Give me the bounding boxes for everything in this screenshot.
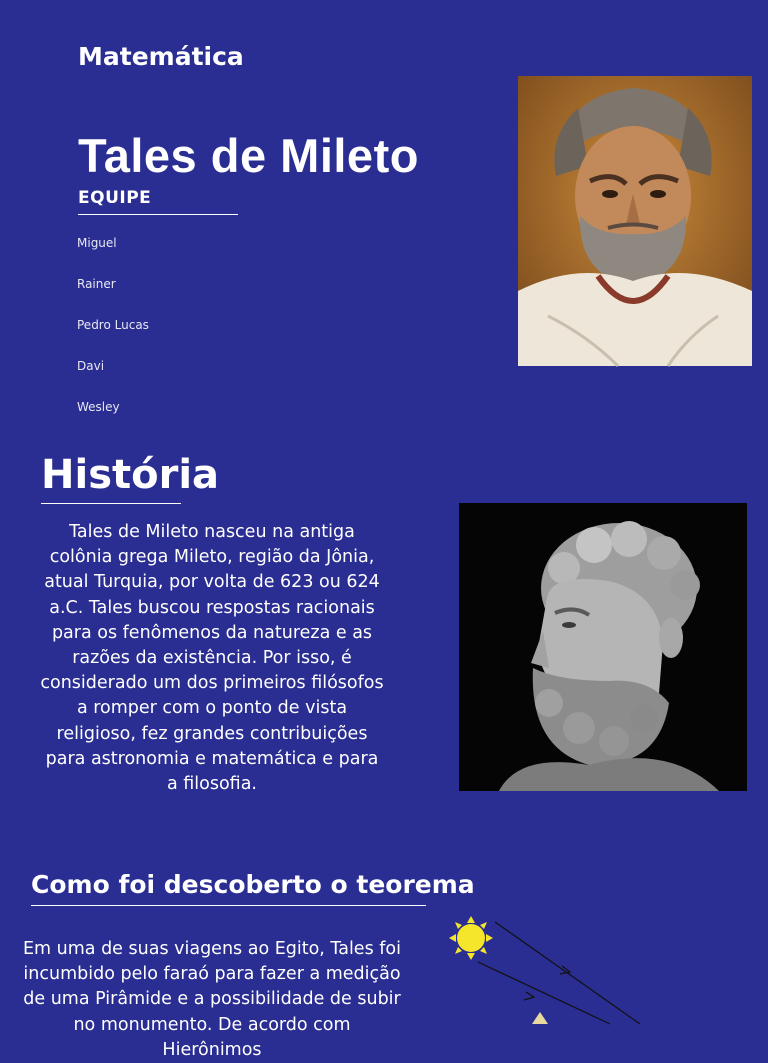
- history-underline: [41, 503, 181, 504]
- thales-painting: [518, 76, 752, 366]
- team-member: Miguel: [77, 236, 117, 250]
- subject-heading: Matemática: [78, 42, 244, 71]
- team-member: Wesley: [77, 400, 120, 414]
- history-heading: História: [41, 452, 220, 498]
- theorem-diagram: [440, 912, 768, 1024]
- page-title: Tales de Mileto: [78, 129, 419, 182]
- thales-bust-photo: [459, 503, 747, 791]
- theorem-underline: [31, 905, 426, 906]
- theorem-heading: Como foi descoberto o teorema: [31, 870, 475, 899]
- sun-icon: [449, 916, 493, 960]
- team-member: Pedro Lucas: [77, 318, 149, 332]
- team-label: EQUIPE: [78, 188, 152, 208]
- team-underline: [78, 214, 238, 215]
- theorem-paragraph: Em uma de suas viagens ao Egito, Tales foi incumbido pelo faraó para fazer a medição de uma Pirâmide e a possibilidade de subir no monumento. De acordo com Hierônimos: [22, 939, 401, 1060]
- history-paragraph: Tales de Mileto nasceu na antiga colônia grega Mileto, região da Jônia, atual Turquia, por volta de 623 ou 624 a.C. Tales buscou respostas racionais para os fenômenos da natureza e as razões da existência. Por isso, é considerado um dos primeiros filósofos a romper com o ponto de vista religioso, fez grandes contribuições para astronomia e matemática e para a filosofia.: [40, 522, 384, 795]
- team-member: Davi: [77, 359, 105, 373]
- team-member: Rainer: [77, 277, 116, 291]
